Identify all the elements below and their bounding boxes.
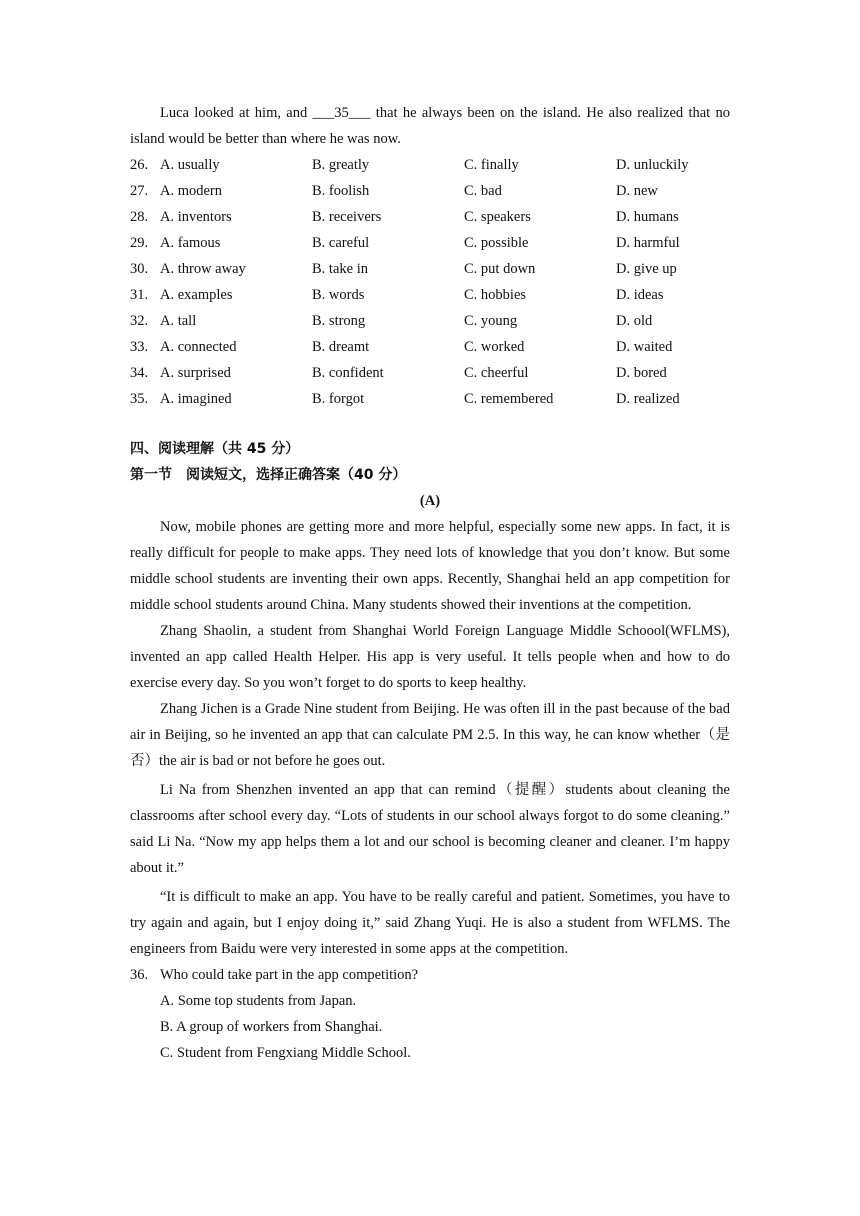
- question-number: 35.: [130, 391, 149, 407]
- option-d: D. old: [616, 313, 653, 329]
- option-row-29: [130, 230, 730, 256]
- option-c: C. put down: [464, 261, 536, 277]
- option-a: A. throw away: [160, 261, 246, 277]
- option-c: C. finally: [464, 157, 519, 173]
- option-c: C. cheerful: [464, 365, 529, 381]
- answer-option-b: B. A group of workers from Shanghai.: [160, 1019, 383, 1035]
- option-b: B. strong: [312, 313, 366, 329]
- option-b: B. confident: [312, 365, 384, 381]
- option-c: C. hobbies: [464, 287, 527, 303]
- option-row-27: [130, 178, 730, 204]
- question-number: 30.: [130, 261, 149, 277]
- passage-paragraph: Zhang Shaolin, a student from Shanghai World Foreign Language Middle Schoool(WFLMS), invented an app called Health Helper. His app is very useful. It tells people when and how to do exercise every day. So you won’t forget to do sports to keep healthy.: [130, 623, 730, 691]
- question-number: 36.: [130, 967, 149, 983]
- option-row-32: [130, 308, 730, 334]
- option-c: C. speakers: [464, 209, 531, 225]
- option-d: D. humans: [616, 209, 679, 225]
- option-b: B. receivers: [312, 209, 382, 225]
- option-d: D. waited: [616, 339, 673, 355]
- question-number: 28.: [130, 209, 149, 225]
- passage-paragraph: “It is difficult to make an app. You have to be really careful and patient. Sometimes, you have to try again and again, but I enjoy doing it,” said Zhang Yuqi. He is also a student from WFLMS. The engineers from Baidu were very interested in some apps at the competition.: [130, 889, 730, 957]
- option-d: D. ideas: [616, 287, 664, 303]
- question-number: 26.: [130, 157, 149, 173]
- question-number: 33.: [130, 339, 149, 355]
- option-row-35: [130, 386, 730, 412]
- option-b: B. forgot: [312, 391, 365, 407]
- option-a: A. examples: [160, 287, 233, 303]
- option-c: C. bad: [464, 183, 502, 199]
- cloze-options-list: [130, 152, 730, 412]
- option-a: A. tall: [160, 313, 197, 329]
- option-b: B. dreamt: [312, 339, 370, 355]
- option-b: B. careful: [312, 235, 370, 251]
- answer-option-c: C. Student from Fengxiang Middle School.: [160, 1045, 411, 1061]
- question-stem: [130, 962, 730, 988]
- option-b: B. take in: [312, 261, 368, 277]
- option-row-30: [130, 256, 730, 282]
- answer-option-a: A. Some top students from Japan.: [160, 993, 357, 1009]
- option-a: A. inventors: [160, 209, 232, 225]
- option-a: A. imagined: [160, 391, 232, 407]
- passage-label: (A): [419, 493, 441, 509]
- question-number: 31.: [130, 287, 149, 303]
- option-a: A. usually: [160, 157, 220, 173]
- question-number: 32.: [130, 313, 149, 329]
- option-row-28: [130, 204, 730, 230]
- option-row-26: [130, 152, 730, 178]
- option-d: D. harmful: [616, 235, 680, 251]
- option-c: C. worked: [464, 339, 525, 355]
- option-a: A. famous: [160, 235, 221, 251]
- question-number: 27.: [130, 183, 149, 199]
- option-d: D. realized: [616, 391, 680, 407]
- passage-paragraph: Li Na from Shenzhen invented an app that can remind（提醒）students about cleaning the classrooms after school every day. “Lots of students in our school always forgot to do some cleaning.” said Li Na. “Now my app helps them a lot and our school is becoming cleaner and cleaner. I’m happy about it.”: [130, 782, 730, 876]
- option-c: C. possible: [464, 235, 529, 251]
- cloze-tail-paragraph: Luca looked at him, and ___35___ that he always been on the island. He also realized that no island would be better than where he was now.: [130, 105, 730, 147]
- option-row-31: [130, 282, 730, 308]
- question-number: 29.: [130, 235, 149, 251]
- question-number: 34.: [130, 365, 149, 381]
- section-heading: 四、阅读理解（共 45 分）: [130, 441, 300, 457]
- passage-paragraph: Now, mobile phones are getting more and more helpful, especially some new apps. In fact, it is really difficult for people to make apps. They need lots of knowledge that you don’t know. But some middle school students are inventing their own apps. Recently, Shanghai held an app competition for middle school students around China. Many students showed their inventions at the competition.: [130, 519, 730, 613]
- option-d: D. unluckily: [616, 157, 689, 173]
- option-c: C. remembered: [464, 391, 554, 407]
- question-36: [130, 962, 730, 1066]
- question-text: Who could take part in the app competition?: [160, 967, 419, 983]
- option-d: D. new: [616, 183, 658, 199]
- option-b: B. greatly: [312, 157, 370, 173]
- option-a: A. connected: [160, 339, 237, 355]
- option-b: B. foolish: [312, 183, 370, 199]
- option-row-34: [130, 360, 730, 386]
- option-row-33: [130, 334, 730, 360]
- option-d: D. give up: [616, 261, 677, 277]
- page-content: [130, 100, 730, 1066]
- subsection-heading: 第一节 阅读短文，选择正确答案（40 分）: [130, 467, 407, 483]
- passage-paragraph: Zhang Jichen is a Grade Nine student from Beijing. He was often ill in the past because of the bad air in Beijing, so he invented an app that can calculate PM 2.5. In this way, he can know whether（是否）the air is bad or not before he goes out.: [130, 701, 730, 769]
- option-c: C. young: [464, 313, 518, 329]
- option-b: B. words: [312, 287, 365, 303]
- option-a: A. modern: [160, 183, 223, 199]
- option-d: D. bored: [616, 365, 667, 381]
- option-a: A. surprised: [160, 365, 231, 381]
